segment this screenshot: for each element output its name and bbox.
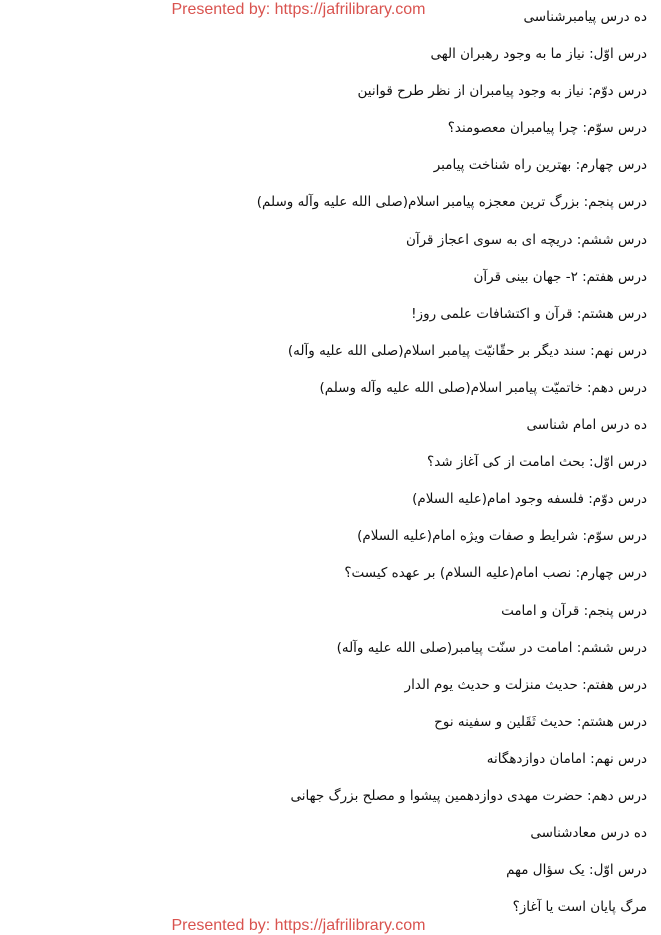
toc-item: درس هفتم: ۲- جهان بینی قرآن [473,268,647,285]
watermark-top: Presented by: https://jafrilibrary.com [171,1,426,18]
toc-section-heading: ده درس پیامبرشناسی [523,9,647,25]
toc-item: درس اوّل: بحث امامت از کی آغاز شد؟ [427,454,647,471]
toc-item: درس دوّم: نیاز به وجود پیامبران از نظر طرح قوانین [357,83,647,100]
table-of-contents [7,4,647,931]
toc-item: درس سوّم: چرا پیامبران معصومند؟ [447,120,647,137]
toc-item: درس پنجم: قرآن و امامت [501,602,647,619]
toc-item: مرگ پایان است یا آغاز؟ [512,899,647,916]
toc-item: درس ششم: امامت در سنّت پیامبر(صلی الله علیه وآله) [336,639,647,656]
toc-item: درس دهم: خاتمیّت پیامبر اسلام(صلی الله علیه وآله وسلم) [319,379,647,396]
toc-item: درس پنجم: بزرگ ترین معجزه پیامبر اسلام(صلی الله علیه وآله وسلم) [256,194,647,211]
toc-item: درس اوّل: یک سؤال مهم [506,862,647,879]
toc-item: درس دوّم: فلسفه وجود امام(علیه السلام) [412,491,647,508]
toc-item: درس اوّل: نیاز ما به وجود رهبران الهی [430,46,647,63]
toc-item: درس سوّم: شرایط و صفات ویژه امام(علیه السلام) [357,528,647,545]
toc-item: درس ششم: دریچه ای به سوی اعجاز قرآن [405,231,647,248]
toc-item: درس نهم: سند دیگر بر حقّانیّت پیامبر اسلام(صلی الله علیه وآله) [287,342,647,359]
toc-item: درس چهارم: نصب امام(علیه السلام) بر عهده کیست؟ [344,565,647,582]
toc-item: درس نهم: امامان دوازدهگانه [486,750,647,767]
toc-section-heading: ده درس معادشناسی [530,825,647,842]
toc-item: درس هشتم: حدیث ثَقَلین و سفینه نوح [434,713,647,730]
toc-section-heading: ده درس امام شناسی [526,417,647,434]
toc-item: درس هشتم: قرآن و اکتشافات علمی روز! [411,305,647,322]
toc-item: درس چهارم: بهترین راه شناخت پیامبر [433,157,647,174]
toc-item: درس دهم: حضرت مهدی دوازدهمین پیشوا و مصلح بزرگ جهانی [290,787,647,804]
watermark-bottom: Presented by: https://jafrilibrary.com [171,917,426,934]
toc-item: درس هفتم: حدیث منزلت و حدیث یوم الدار [404,676,647,693]
